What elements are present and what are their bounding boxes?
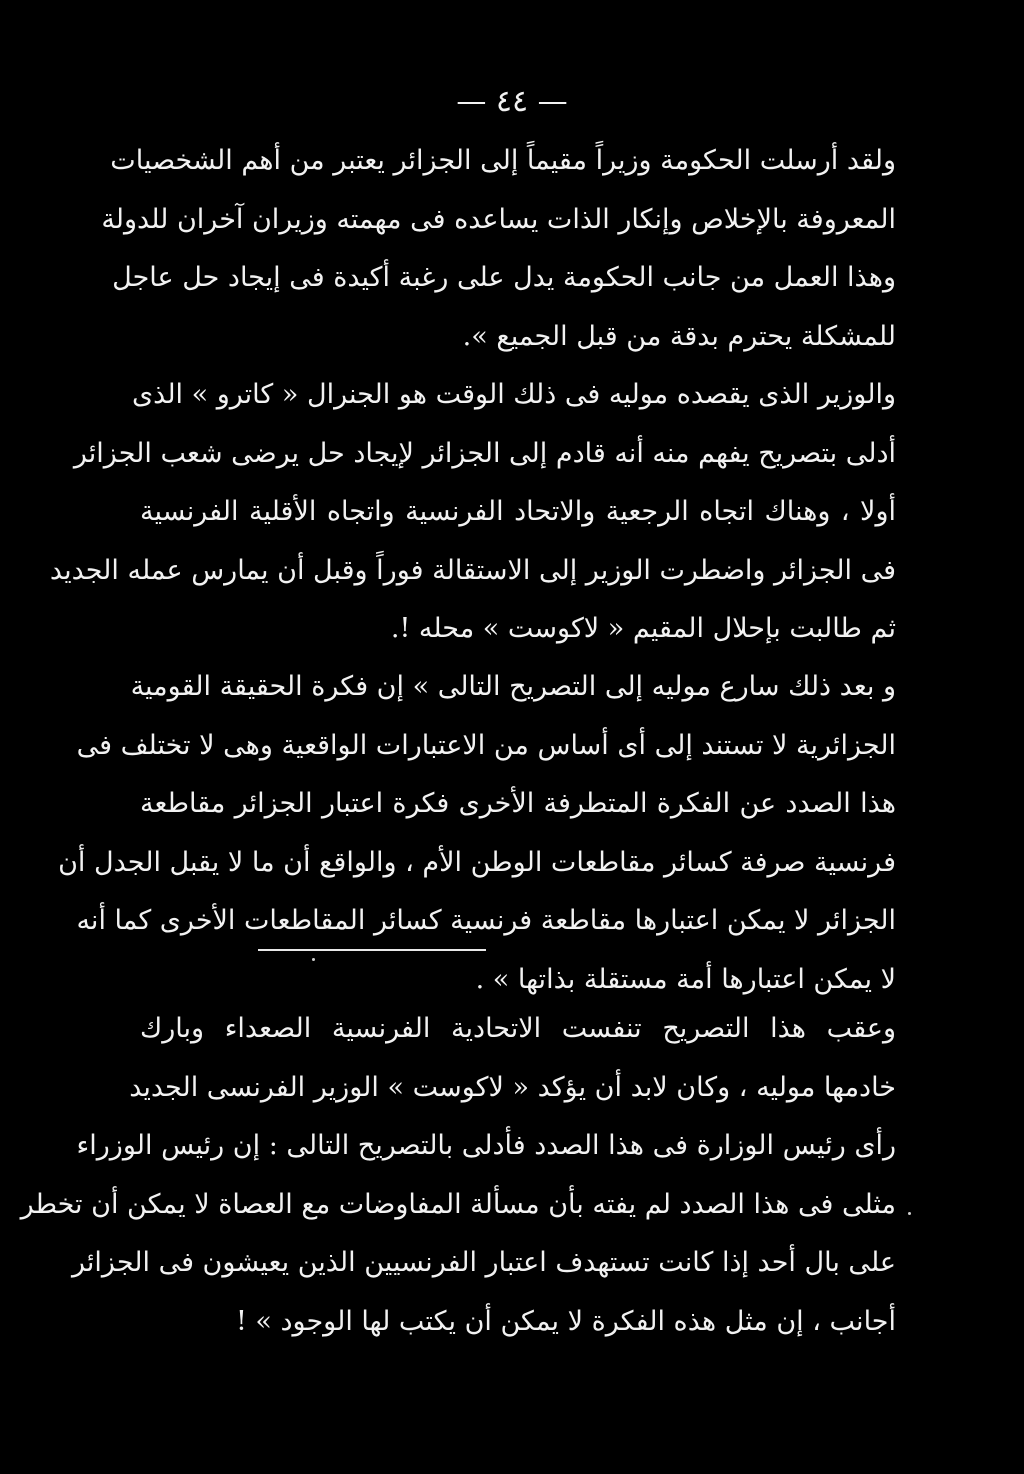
text-line: مثلى فى هذا الصدد لم يفته بأن مسألة المفاوضات مع العصاة لا يمكن أن تخطر	[20, 1188, 896, 1220]
text-line: فرنسية صرفة كسائر مقاطعات الوطن الأم ، والواقع أن ما لا يقبل الجدل أن	[58, 846, 896, 878]
text-line: الجزائرية لا تستند إلى أى أساس من الاعتبارات الواقعية وهى لا تختلف فى	[76, 729, 896, 761]
text-line: و بعد ذلك سارع موليه إلى التصريح التالى » إن فكرة الحقيقة القومية	[130, 671, 896, 702]
text-line: ثم طالبت بإحلال المقيم « لاكوست » محله !.	[390, 613, 896, 644]
scan-speck	[312, 958, 315, 961]
text-line: لا يمكن اعتبارها أمة مستقلة بذاتها » .	[475, 963, 896, 995]
horizontal-rule	[258, 949, 486, 951]
text-line: رأى رئيس الوزارة فى هذا الصدد فأدلى بالتصريح التالى : إن رئيس الوزراء	[76, 1130, 896, 1161]
paragraph-2	[49, 366, 896, 659]
text-line: وعقب هذا التصريح تنفست الاتحادية الفرنسية الصعداء وبارك	[140, 1013, 896, 1044]
text-line: للمشكلة يحترم بدقة من قبل الجميع ».	[462, 320, 896, 352]
text-line: خادمها موليه ، وكان لابد أن يؤكد « لاكوست » الوزير الفرنسى الجديد	[129, 1071, 896, 1103]
text-line: ولقد أرسلت الحكومة وزيراً مقيماً إلى الجزائر يعتبر من أهم الشخصيات	[110, 145, 896, 176]
text-line: وهذا العمل من جانب الحكومة يدل على رغبة أكيدة فى إيجاد حل عاجل	[112, 262, 896, 293]
text-line: أدلى بتصريح يفهم منه أنه قادم إلى الجزائر لإيجاد حل يرضى شعب الجزائر	[73, 437, 896, 469]
paragraph-3	[58, 658, 896, 1009]
text-line: أولا ، وهناك اتجاه الرجعية والاتحاد الفرنسية واتجاه الأقلية الفرنسية	[140, 496, 896, 527]
text-line: هذا الصدد عن الفكرة المتطرفة الأخرى فكرة اعتبار الجزائر مقاطعة	[140, 788, 896, 819]
scan-speck	[908, 1212, 911, 1215]
page-number: — ٤٤ —	[456, 84, 568, 119]
paragraph-1	[101, 132, 896, 366]
text-line: المعروفة بالإخلاص وإنكار الذات يساعده فى مهمته وزيران آخران للدولة	[101, 203, 896, 235]
text-line: الجزائر لا يمكن اعتبارها مقاطعة فرنسية كسائر المقاطعات الأخرى كما أنه	[76, 905, 896, 936]
text-line: أجانب ، إن مثل هذه الفكرة لا يمكن أن يكتب لها الوجود » !	[235, 1305, 896, 1337]
paragraph-4	[20, 1000, 896, 1351]
text-line: على بال أحد إذا كانت تستهدف اعتبار الفرنسيين الذين يعيشون فى الجزائر	[72, 1247, 896, 1278]
text-line: فى الجزائر واضطرت الوزير إلى الاستقالة فوراً وقبل أن يمارس عمله الجديد	[49, 554, 896, 586]
text-line: والوزير الذى يقصده موليه فى ذلك الوقت هو الجنرال « كاترو » الذى	[132, 379, 896, 410]
